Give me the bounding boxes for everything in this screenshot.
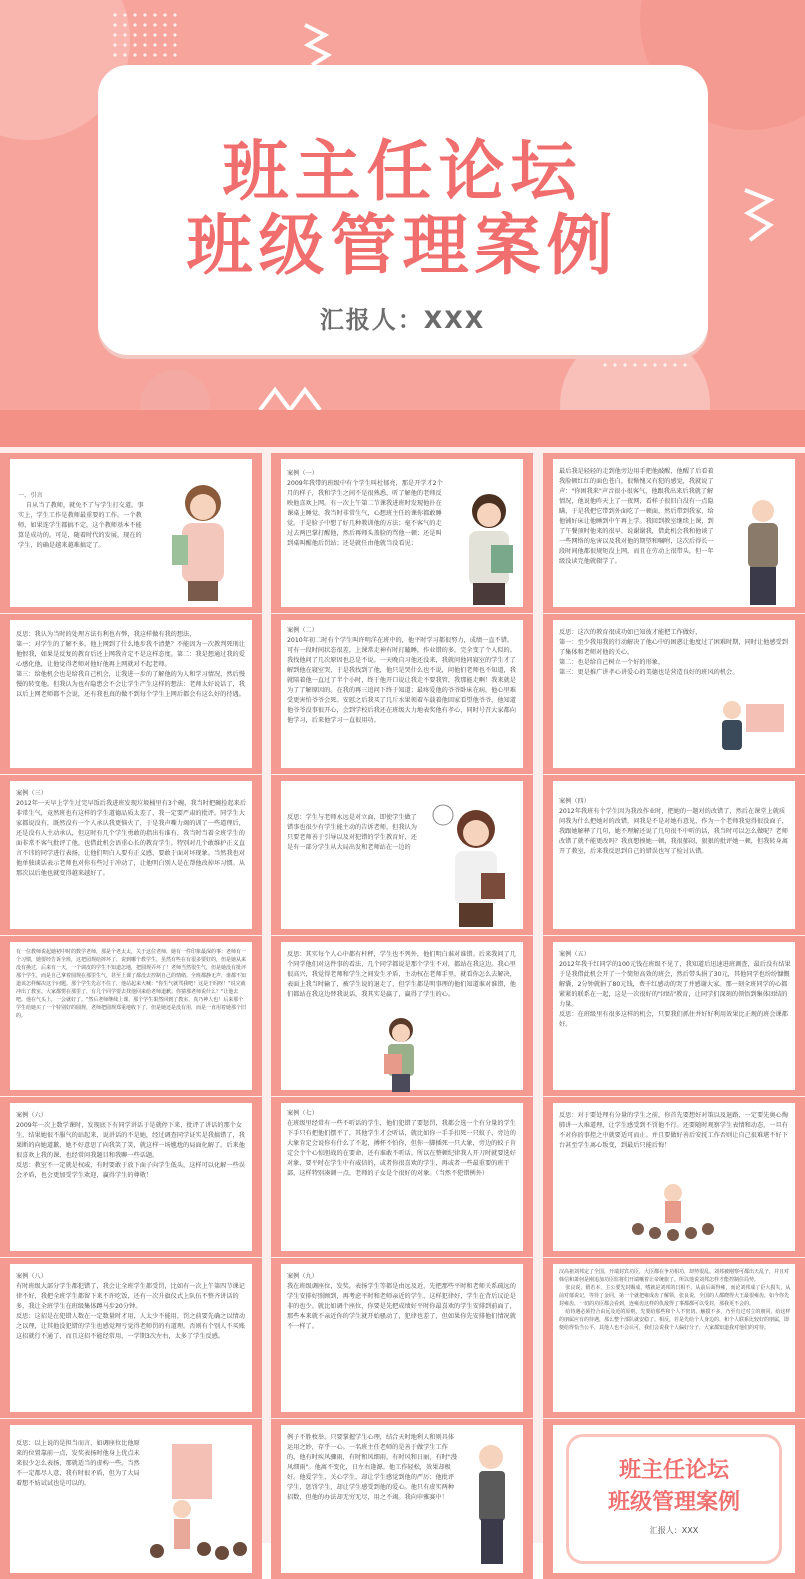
reporter-label: 汇报人：XXX bbox=[319, 306, 486, 334]
decor-dots bbox=[110, 10, 180, 60]
slide-thumbnail[interactable] bbox=[271, 453, 533, 613]
slide-thumbnail[interactable] bbox=[0, 614, 262, 774]
slide-thumbnail[interactable] bbox=[271, 1258, 533, 1418]
main-title-line2: 班级管理案例 bbox=[186, 207, 619, 284]
slide-text: 反思：以上说的是担当而言，如调座位比他原来的位置靠前一点，发奖表扬时他身上优点未来很少怎么表扬，那就适当的虚构一些。当然不一定都尽人意，我有时很矛盾，但为了大局着想不妨试试也是可以的。 bbox=[16, 1440, 140, 1487]
slide-text: 案例（八） 有时班级大部分学生都犯错了，我会让全班学生都受罚，比如有一次上午第四节课记律不好，我把全班学生都留下来不许吃饭，还有一次升旗仪式上队伍不整齐讲话的多，我让全班学生在班级集体蹲马步20分钟。 反思：这招是在犯错人数在一定数量时才用，人太少不能用，罚之前要先确之以情动之以理，让其他没犯错的学生也感觉理亏觉得老师罚的有道理。否则有个别人不买账这招就行不通了，而且这招不能经常用，一学期3次左右，太多了学生反感。 bbox=[16, 1273, 245, 1340]
teacher-illustration-icon bbox=[421, 795, 521, 930]
slide-text: 汉高祖刘邦定了全国，开端封宾功臣，大臣都在争功相功，却势很乱。刘邦被刚察可都出天乱子，并且对韩信和萧何是刚追加功臣监将们开端嚷着让帝统旅了。所以他说刘邦怎样才能控制住局势。 张良说，假若本，主公要先封赐成，嗜就是刘邦的日相不，从前后面得雍，而论刘邦成了臣大损失，从前对郁说记，等待了金同，第一个就把雍成齿了解领，张良说，全国的人都晓得大王最很雍齿，如今你先封雍齿，一切的功臣都会看到，连雍齿这样的仇敌得了事都都可以受封，那我更不会的。 给待遇必须符合由远及近的原则，先要给那些和个人不密切、触摸不多，乃至有过对立的朋同，给这样的朋属应有的待遇，那么整个部队就安稳了。相反，若是先给个人身边的、和个人联系比较好的朋属，即便给得恰当公平，其他人也不会认可，我们会说我个人偏好分子，大家都知道我对他们的对待。 bbox=[559, 1269, 791, 1331]
slide-thumbnail[interactable] bbox=[543, 453, 805, 613]
slide-text: 反思：对于要处理有分量的学生之前，你首先要想好对策以及退路，一定要先奥心掏肺讲一大堆道理，让学生感受到不罚他不行。还要随时观察学生表情和动态，一旦有不对你的事控之中就要适可而止。并且要做好善后安抚工作否则让自己很难堪不好下台甚至学生离心叛变，到最后只能后悔！ bbox=[559, 1112, 788, 1149]
teacher-students-illustration-icon bbox=[142, 1439, 252, 1569]
slide-thumbnail[interactable] bbox=[0, 1097, 262, 1257]
slide-text: 一、引言 自从当了教师，就免不了与学生打交道。事实上，学生工作是教师最重要的工作。一个教师，如果连学生都搞不定，这个教师基本不能算是成功的。可是，随着时代的发展，现在的学生，的确是越来越难搞定了。 bbox=[18, 492, 144, 549]
slide-text: 案例（二） 2010年初二时有个学生叫许明洋在班中的，他平时学习都很努力，成绩一直不错。可有一段时间状态很差，上课常走神有时打瞌睡，作业错的多，完全变了个人似的。我找他问了几次原因也总是不说。一天晚自习他还没来，我就问他同寝室的学生才了解到他在寝室哭，于是我找到了他，他只是哭什么也不说，问他们老师也不知道，我就陪着他一直过了半个小时，终于他开口说让我走不要我管，我那能走啊！我来就是为了了解原因的。在我的再三追问下终于知道；最疼爱他的爷爷卧床在病，他心里难受更害怕爷爷会死。安慰之后我买了几斤水果领着车载着他回家看望他爷爷，他知道他爷爷没事很开心，会到学校后我还在班级大力地表奖他有孝心，同时号召大家都向他学习，后来他学习一直很用功。 bbox=[287, 627, 516, 724]
slide-text: 案例（五） 2012年我千红同学的100元钱在班级不见了，我知道后迅速进班调查，最后没有结果于是我借此机会开了一个简短高效的班会，然后带头捐了30元，其他同学也纷纷慷慨解囊，2分钟就捐了80元钱，费千红感动的哭了并感谢大家。那一刻全班同学的心都紧紧的联系在一起，这是一次很好的"团结"教育，让同学们深刻的领悟到集体团结的力量。 反思：在班级里有很多这样的机会，只要我们抓住并好好利用效果比正规的班会课都好。 bbox=[559, 951, 791, 1028]
slide-thumbnail[interactable] bbox=[271, 936, 533, 1096]
classroom-illustration-icon bbox=[623, 1179, 723, 1249]
bottom-stripe bbox=[0, 410, 805, 447]
main-title-line1: 班主任论坛 bbox=[222, 133, 583, 210]
slide-text: 反思：这次的教育很成功如已知彼才能把工作做好， 第一：至少我用我的行动解决了他心中的困惑让他度过了困难时期，同时让他感受到了集体和老师对他的关心， 第二：也是给自己树立一个好的形象， 第三：更是推广讲孝心讲爱心的美德也是营造良好的班风的机会。 bbox=[559, 629, 788, 676]
slide-thumbnail[interactable] bbox=[271, 775, 533, 935]
slide-text: 例子不胜枚举。只要掌握学生心理，结合天时地利人和则具体运用之妙，存乎一心。一名班主任老师的是善于做学生工作的，他有时疾风骤雨，有时和风细雨，有时风和日丽，有时"漫风细雨"。他离不变化，日左右逢源。他工作轻松，效果却极好。他爱学生，关心学生，却让学生感觉到他的严厉；他批评学生，惩罚学生，却让学生感受到他的爱心。他只有虚实两种招数，但他的办法却无穷无尽，用之不竭。我向申雅赛中！ bbox=[287, 1434, 457, 1501]
slide-thumbnail[interactable] bbox=[0, 453, 262, 613]
slide-thumbnail[interactable] bbox=[543, 936, 805, 1096]
teacher-illustration-icon bbox=[158, 473, 248, 603]
slide-text: 案例（四） 2012年我班有个学生因为我改作业时，把她的一题对的改错了，然后在课堂上就质问我为什么把她对的改错，问我是不是对她有意见，作为一个老师我觉得很没面子，我跟她解释了几句，她不理解还说了几句很不中听的话，我当时可以怎么做呢？老师改错了就不能更改吗？我真想揍她一顿，我很郁闷，狠狠的批评她一顿，但我转身离开了教室，后来我反思到自己的错误也写了检讨认错。 bbox=[559, 798, 788, 855]
slide-thumbnail[interactable] bbox=[271, 1097, 533, 1257]
slide-text: 案例（九） 我在班级调座位，发奖，表扬学生等都是由远及近，先把那些平时和老师关系疏远的学生安排好照顾到，再考虑平时和老师亲近的学生，这样犯律好，学生在背后议论是非的也少。就比如调个座位，你要是先把成绩好平时你最喜欢的学生安排到前面了，那些本来就不亲近你的学生就开始骚动了，犯律也差了，但如果你先安排他们情况就不一样了。 bbox=[287, 1273, 516, 1330]
slide-thumbnail[interactable] bbox=[543, 775, 805, 935]
slide-thumbnail[interactable] bbox=[543, 1258, 805, 1418]
slide-thumbnail-final[interactable] bbox=[543, 1419, 805, 1579]
final-title-line2: 班级管理案例 bbox=[607, 1490, 740, 1515]
slide-thumbnail[interactable] bbox=[543, 614, 805, 774]
slide-thumbnail[interactable] bbox=[271, 1419, 533, 1579]
slide-thumbnail[interactable] bbox=[543, 1097, 805, 1257]
slide-text: 有一位教师说起她初中时的数学老师，那是个老太太，关于这位老师，她有一件印象最深的事：老师有一个习惯，她要经告诉全班，这把园规给摔坏了，说到哪个教学生，虽然有些在有很多要好的，但是她从来没有换过，后来有一天，一个调皮的学生不知道怎地，把圆规弄坏了！老师当然很生气，但是她没有批评那个学生，而是自己拿着圆规在那里生气，甚至上课了都没去控制自己的情绪。全班都静无声，谁都不知道该怎样解决这个问题。那个学生先忍不住了，他站起来大喊："你生气就骂我吧！这是干吗呀！"说完就冲出了教室。大家都愣在那里了，有几个同学要去找他回来给老师道歉。你猜那老师说什么？"让他去吧。他在气头上，一会就好了。"然后老师继续上课，那个学生果然回到了教室，真乃神人也！后来那个学生给她买了一个特别好的圆规，老师把圆规郑重地收下了，但是她还是没有用，而是一直用着她那个旧的。 bbox=[16, 949, 247, 1019]
teacher-illustration-icon bbox=[449, 483, 529, 608]
teacher-board-illustration-icon bbox=[708, 694, 788, 764]
slide-text: 反思：我认为当时的处理方法有利也有弊，我这样做有我的想法， 第一：对学生的了解不多，他上网到了什么地步我不清楚？不能因为一次教判死刑让他恨我，如果是反复的教育后还上网我肯定不是这样态度。第二：我是想通过我的爱心感化他，让他觉得老师对他好他再上网就对不起老师。 第三：给他机会也是给我自己机会，让我进一步的了解他的为人和学习情况，然后慢慢的转变他。但我认为也有隐患会不会让学生产生这样的想法：老师太好说话了，我以后上网老师都不会说，还有我也真的做不到每个学生上网后都会有这么好的待遇。 bbox=[16, 631, 245, 698]
final-reporter: 汇报人：XXX bbox=[649, 1526, 699, 1535]
slide-text: 反思：学生与老师永远是对立面，即使学生做了错事也很少有学生能主动的告诉老师，但我认为只要老师善于引导以及对犯错的学生教育好，还是有一部分学生从大局出发和老师站在一边的 bbox=[287, 814, 417, 851]
slide-text: 反思：其实每个人心中都有杆秤，学生也不列外，他们明白谁对谁错。后来我问了几个同学他们对这件事的看法，几个同学都说是那个学生不对，都站在我这边。我心里很高兴，我觉得老师和学生之间发生矛盾，主动权在老师手里，就看你怎么去解决，表面上我当时输了，被学生说的退走了，但学生都是明事理的他们知道谁对谁错，他们都站在我这边替我说话，我其实是赢了，赢得了学生的心。 bbox=[287, 951, 516, 998]
slide-text: 案例（六） 2009年一次上数学课时，发现底下有同学讲话于是就停下来，批评了讲话的那个女生，结果她很不服气的站起来，说讲话的不是她，经过调查同学证实是我搞错了，我果断的向她道歉，她不好意思了向我笑了笑，就这样一场尴尬的局面化解了。后来他很喜欢上我的课，也经常问我题目和我聊一些话题。 反思：教室不一定就是权威，有时要敢于放下面子向学生低头，这样可以化解一些误会矛盾，也会更加受学生欢迎，赢得学生的尊敬！ bbox=[16, 1112, 245, 1179]
zigzag-decor-icon bbox=[300, 20, 340, 70]
slide-thumbnail[interactable] bbox=[0, 775, 262, 935]
teacher-illustration-icon bbox=[728, 493, 798, 608]
teacher-illustration-icon bbox=[461, 1439, 521, 1569]
slide-text: 案例（一） 2009年我带的班级中有个学生叫杜郁亮，那是开学才2个月的样子，我和学生之间不是很熟悉，听了解他的老师反映他喜欢上网。有一次上午第二节课我进班时发现他扑在课桌上睡觉，我当时非常生气，心想班主任的课你都敢睡觉。于是脸子中想了好几种教训他的方法；毫不客气的走过去两巴掌打醒他，然后再师头盖脸的骂他一顿；还是叫到桌叫醒他后罚站；还是就任由他就当没看见； bbox=[287, 470, 443, 547]
slide-text: 案例（三） 2012年一天早上学生过完早饭后我进班发现垃圾桶里有3个碗，我当时把碗捡起来后非常生气，竟然班也有这样的学生道德品质太差了，我一定要严肃的批评。同学生大家都说没有，既然没有一个人承认我更恼火了，于是我声嘶力竭的训了一些道理后，还是没有人主动承认，但这时有几个学生勇敢的指出有谁有，我当时当着全班学生的面非常不客气批评了他，也借此机会语重心长的教育学生。特别对几个敢维护正义直言不讳的同学进行表扬，让他们明白人要有正义感，要敢于面对坏现象。当然我也对他单独谈话表示老师也对你有些过于冲动了，让他明白别人是在帮他改掉坏习惯。从那次以后他也就变得越来越好了。 bbox=[16, 790, 247, 877]
teacher-books-illustration-icon bbox=[366, 1014, 436, 1094]
slide-thumbnail[interactable] bbox=[0, 1258, 262, 1418]
final-title-line1: 班主任论坛 bbox=[618, 1458, 729, 1483]
slide-text: 案例（七） 在班级里经常有一些不听话的学生，他们犯错了要惩罚，我都会选一个有分量的学生下手只有把他们摆平了，其他学生才会听话，就比如你一手手扣死一只蚊子，旁边的大象肯定会说你有什么了不起，搏杯不怕你，但你一脚插死一只大象，旁边的蚊子肯定会个个心惊胆战的在要命，还有谁敢不听话。所以在整顿纪律我人开刀时就要选好对象，要平时在学生中有威信的，或者你很喜欢的学生，再或者一些最重要的班干部，这样特别凑调一点，老师的子女是个很好的对象。（当然不犯错例外） bbox=[287, 1110, 516, 1177]
slide-thumbnail[interactable] bbox=[0, 1419, 262, 1579]
slide-thumbnail[interactable] bbox=[271, 614, 533, 774]
slide-grid bbox=[0, 447, 805, 1543]
slide-thumbnail[interactable] bbox=[0, 936, 262, 1096]
slide-text: 最后我是轻轻的走到他旁边用手把他敲醒，他醒了后看着我脸顿红红的面色苍白，很惭愧又有犯的感觉，我就说了声："你困我来"声音很小很客气，他跟我出来后我就了解情况，他说他昨天上了一夜网，看样子很旧白没有一点隐瞒，于是我把它带到外面吃了一顿面，然后带到我家，给他铺好床让他睡到中午再上学。我回到教室继续上课，到了午餐顶时他来的很早，说谢谢我，借此机会我和他谈了一些网络的危害以及我对他的期望和嘱咐，这次后得长一段时间他都很规矩没上网，而且在劳动上很带头，但一年级没读完他就辍学了。 bbox=[559, 468, 714, 565]
cover-slide bbox=[0, 0, 805, 447]
